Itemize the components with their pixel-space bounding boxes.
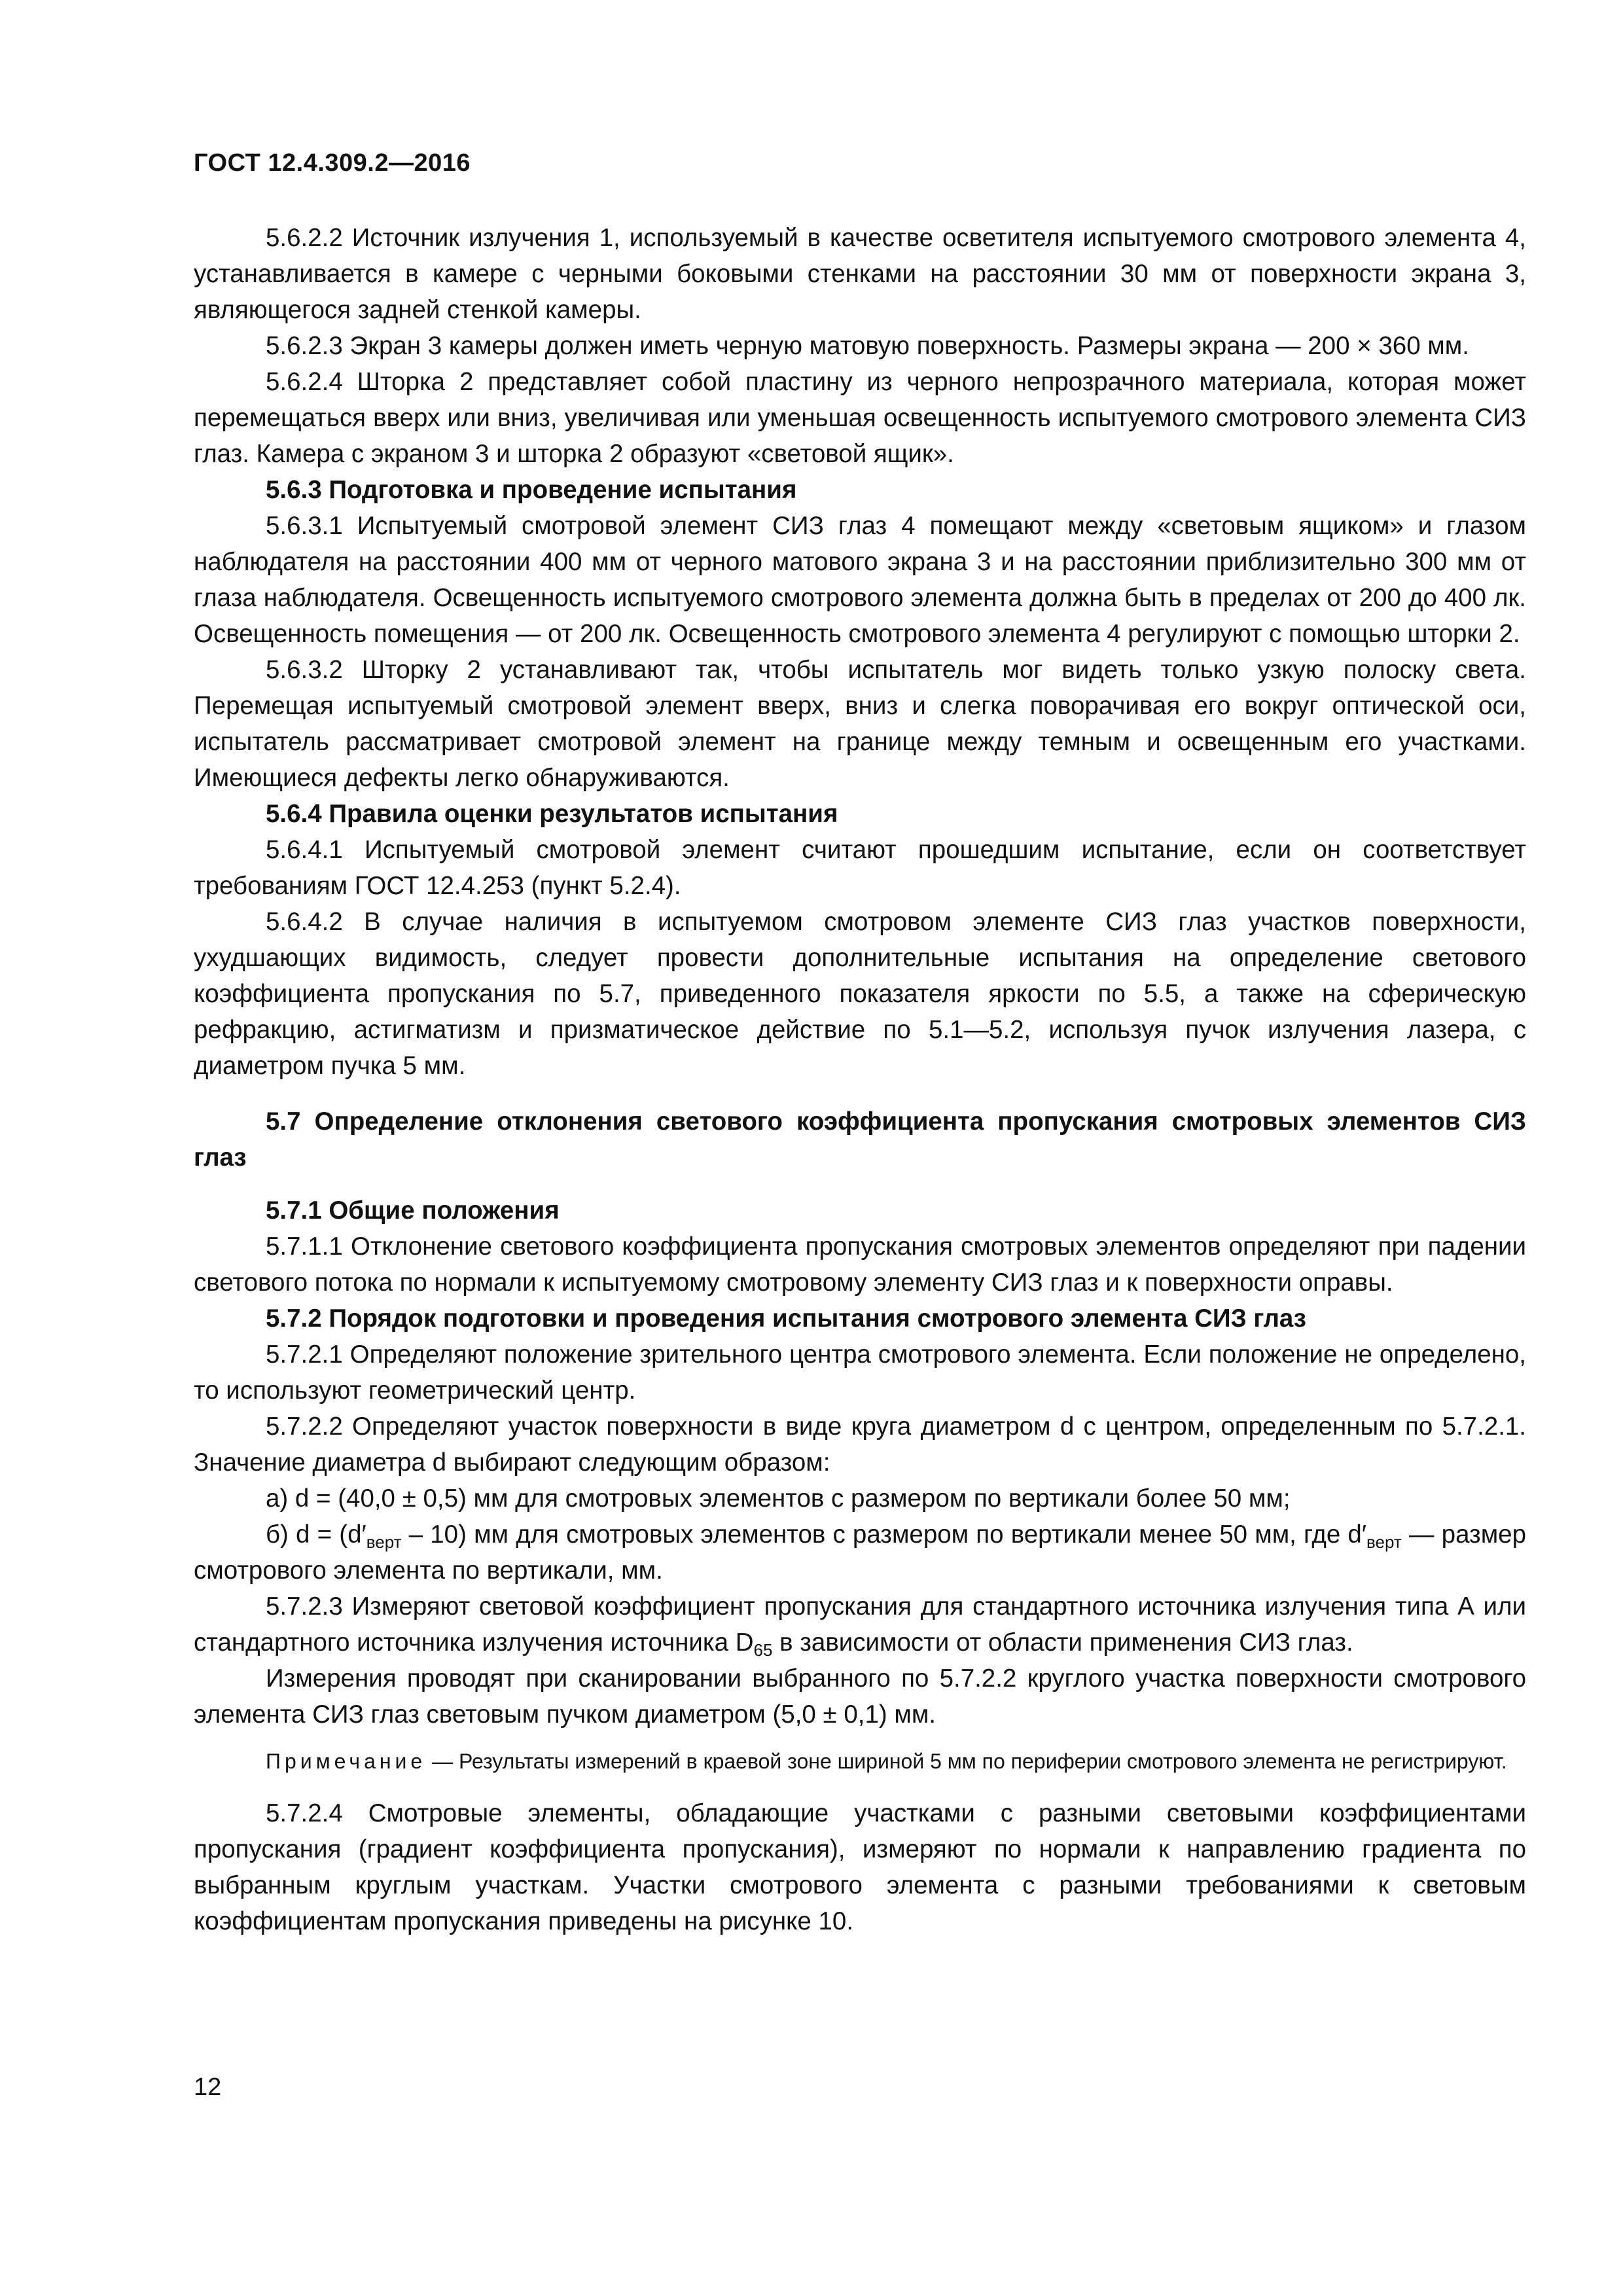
subscript: 65 (753, 1640, 773, 1660)
list-item-b (194, 1516, 1526, 1588)
paragraph-5-7-2-4: 5.7.2.4 Смотровые элементы, обладающие участками с разными световыми коэффициентами пропускания (градиент коэффициента пропускания), измеряют по нормали к направлению градиента по выбранным круглым участкам. Участки смотрового элемента с разными требованиями к световым коэффициентам пропускания приведены на рисунке 10. (194, 1799, 1526, 1935)
heading-5-7: 5.7 Определение отклонения светового коэффициента пропускания смотровых элементов СИЗ глаз (194, 1107, 1526, 1172)
list-item-b-part: – 10) мм для смотровых элементов с размером по вертикали менее 50 мм, где d′ (401, 1520, 1367, 1549)
heading-5-7-2: 5.7.2 Порядок подготовки и проведения испытания смотрового элемента СИЗ глаз (266, 1304, 1306, 1333)
paragraph-5-6-3-2: 5.6.3.2 Шторку 2 устанавливают так, чтобы испытатель мог видеть только узкую полоску света. Перемещая испытуемый смотровой элемент вверх, вниз и слегка поворачивая его вокруг оптической оси, испытатель рассматривает смотровой элемент на границе между темным и освещенным его участками. Имеющиеся дефекты легко обнаруживаются. (194, 656, 1526, 792)
paragraph-5-7-2-3 (194, 1588, 1526, 1660)
paragraph-5-6-3-1: 5.6.3.1 Испытуемый смотровой элемент СИЗ глаз 4 помещают между «световым ящиком» и глазом наблюдателя на расстоянии 400 мм от черного матового экрана 3 и на расстоянии приблизительно 300 мм от глаза наблюдателя. Освещенность испытуемого смотрового элемента должна быть в пределах от 200 до 400 лк. Освещенность помещения — от 200 лк. Освещенность смотрового элемента 4 регулируют с помощью шторки 2. (194, 512, 1526, 648)
heading-5-6-4: 5.6.4 Правила оценки результатов испытания (266, 800, 838, 828)
heading-5-6-3: 5.6.3 Подготовка и проведение испытания (266, 476, 797, 504)
list-item-b-part: б) d = (d′ (266, 1520, 366, 1549)
document-header: ГОСТ 12.4.309.2—2016 (194, 149, 471, 177)
paragraph-5-6-2-4: 5.6.2.4 Шторка 2 представляет собой пластину из черного непрозрачного материала, которая может перемещаться вверх или вниз, увеличивая или уменьшая освещенность испытуемого смотрового элемента СИЗ глаз. Камера с экраном 3 и шторка 2 образуют «световой ящик». (194, 368, 1526, 468)
paragraph-5-7-2-2: 5.7.2.2 Определяют участок поверхности в виде круга диаметром d с центром, определенным по 5.7.2.1. Значение диаметра d выбирают следующим образом: (194, 1412, 1526, 1477)
paragraph-measurements: Измерения проводят при сканировании выбранного по 5.7.2.2 круглого участка поверхности смотрового элемента СИЗ глаз световым пучком диаметром (5,0 ± 0,1) мм. (194, 1664, 1526, 1729)
paragraph-5-6-4-1: 5.6.4.1 Испытуемый смотровой элемент считают прошедшим испытание, если он соответствует требованиям ГОСТ 12.4.253 (пункт 5.2.4). (194, 836, 1526, 900)
list-item-b-part: — размер смотрового элемента по вертикали, мм. (194, 1520, 1526, 1585)
paragraph-part: в зависимости от области применения СИЗ глаз. (772, 1628, 1353, 1657)
paragraph-part: 5.7.2.3 Измеряют световой коэффициент пропускания для стандартного источника излучения типа А или стандартного источника излучения источника D (194, 1592, 1526, 1657)
subscript: верт (1366, 1532, 1402, 1552)
subscript: верт (366, 1532, 402, 1552)
heading-5-7-1: 5.7.1 Общие положения (266, 1196, 560, 1225)
paragraph-5-7-1-1: 5.7.1.1 Отклонение светового коэффициента пропускания смотровых элементов определяют при падении светового потока по нормали к испытуемому смотровому элементу СИЗ глаз и к поверхности оправы. (194, 1232, 1526, 1297)
note (194, 1747, 1526, 1776)
list-item-a: а) d = (40,0 ± 0,5) мм для смотровых элементов с размером по вертикали более 50 мм; (266, 1484, 1291, 1513)
paragraph-5-7-2-1: 5.7.2.1 Определяют положение зрительного центра смотрового элемента. Если положение не определено, то используют геометрический центр. (194, 1340, 1526, 1405)
paragraph-5-6-2-2: 5.6.2.2 Источник излучения 1, используемый в качестве осветителя испытуемого смотрового элемента 4, устанавливается в камере с черными боковыми стенками на расстоянии 30 мм от поверхности экрана 3, являющегося задней стенкой камеры. (194, 224, 1526, 324)
document-body (194, 220, 1526, 1939)
page-number: 12 (194, 2073, 222, 2101)
note-label: Примечание (266, 1749, 427, 1773)
paragraph-5-6-4-2: 5.6.4.2 В случае наличия в испытуемом смотровом элементе СИЗ глаз участков поверхности, ухудшающих видимость, следует провести дополнительные испытания на определение светового коэффициента пропускания по 5.7, приведенного показателя яркости по 5.5, а также на сферическую рефракцию, астигматизм и призматическое действие по 5.1—5.2, используя пучок излучения лазера, с диаметром пучка 5 мм. (194, 908, 1526, 1080)
note-text: — Результаты измерений в краевой зоне шириной 5 мм по периферии смотрового элемента не регистрируют. (426, 1749, 1507, 1773)
paragraph-5-6-2-3: 5.6.2.3 Экран 3 камеры должен иметь черную матовую поверхность. Размеры экрана — 200 × 360 мм. (266, 332, 1469, 360)
